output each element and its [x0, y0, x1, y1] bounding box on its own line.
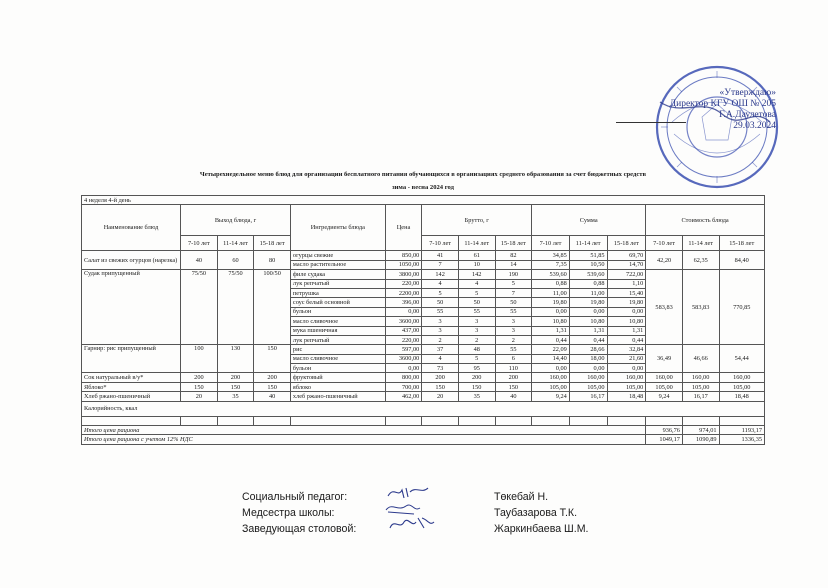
header-price: Цена: [385, 205, 422, 251]
ingredient-cell: бульон: [290, 307, 385, 316]
brutto-cell: 50: [495, 298, 532, 307]
sum-cell: 10,80: [607, 317, 646, 326]
price-cell: 220,00: [385, 279, 422, 288]
brutto-cell: 55: [422, 307, 459, 316]
price-cell: 437,00: [385, 326, 422, 335]
fish-dish-group: [82, 270, 765, 345]
sum-cell: 1,10: [607, 279, 646, 288]
sum-cell: 21,60: [607, 354, 646, 363]
header-sum-age3: 15-18 лет: [607, 236, 646, 251]
table-row: [82, 373, 765, 382]
sum-cell: 18,48: [607, 392, 646, 401]
brutto-cell: 3: [458, 326, 495, 335]
brutto-cell: 50: [458, 298, 495, 307]
cost-cell: 54,44: [719, 345, 765, 373]
brutto-cell: 150: [495, 382, 532, 391]
sum-cell: 19,80: [607, 298, 646, 307]
brutto-cell: 73: [422, 364, 459, 373]
approval-date: 29.03.2024: [733, 121, 776, 131]
sum-cell: 0,44: [607, 335, 646, 344]
output-cell: 100/50: [254, 270, 291, 345]
calories-row: [82, 401, 765, 416]
brutto-cell: 41: [422, 251, 459, 260]
cost-cell: 105,00: [719, 382, 765, 391]
ingredient-cell: масло растительное: [290, 260, 385, 269]
brutto-cell: 190: [495, 270, 532, 279]
cost-cell: 18,48: [719, 392, 765, 401]
sum-cell: 0,00: [569, 307, 607, 316]
output-cell: 200: [217, 373, 254, 382]
sum-cell: 105,00: [569, 382, 607, 391]
sum-cell: 51,85: [569, 251, 607, 260]
price-cell: 850,00: [385, 251, 422, 260]
output-cell: 150: [217, 382, 254, 391]
sum-cell: 16,17: [569, 392, 607, 401]
sum-cell: 539,60: [569, 270, 607, 279]
ingredient-cell: рис: [290, 345, 385, 354]
blank-row: [82, 416, 765, 425]
output-cell: 130: [217, 345, 254, 373]
header-brutto-age1: 7-10 лет: [422, 236, 459, 251]
cost-cell: 160,00: [719, 373, 765, 382]
table-row: [82, 345, 765, 354]
header-cost-age1: 7-10 лет: [646, 236, 683, 251]
sum-cell: 0,88: [569, 279, 607, 288]
brutto-cell: 3: [495, 326, 532, 335]
sum-cell: 69,70: [607, 251, 646, 260]
approval-block: [670, 88, 776, 132]
price-cell: 220,00: [385, 335, 422, 344]
ingredient-cell: соус белый основной: [290, 298, 385, 307]
sum-cell: 10,80: [532, 317, 570, 326]
brutto-cell: 2: [458, 335, 495, 344]
sum-cell: 0,44: [532, 335, 570, 344]
price-cell: 2200,00: [385, 288, 422, 297]
brutto-cell: 55: [495, 345, 532, 354]
price-cell: 800,00: [385, 373, 422, 382]
brutto-cell: 5: [458, 354, 495, 363]
sum-cell: 28,66: [569, 345, 607, 354]
brutto-cell: 200: [458, 373, 495, 382]
brutto-cell: 7: [422, 260, 459, 269]
brutto-cell: 95: [458, 364, 495, 373]
brutto-cell: 110: [495, 364, 532, 373]
brutto-cell: 35: [458, 392, 495, 401]
header-sum: Сумма: [532, 205, 646, 236]
cost-cell: 160,00: [646, 373, 683, 382]
sum-cell: 11,00: [569, 288, 607, 297]
output-cell: 40: [254, 392, 291, 401]
brutto-cell: 142: [458, 270, 495, 279]
header-brutto: Брутто, г: [422, 205, 532, 236]
sum-cell: 1,31: [532, 326, 570, 335]
cost-cell: 62,35: [682, 251, 719, 270]
sum-cell: 539,60: [532, 270, 570, 279]
price-cell: 0,00: [385, 307, 422, 316]
cost-cell: 160,00: [682, 373, 719, 382]
price-cell: 3600,00: [385, 354, 422, 363]
header-cost: Стоимость блюда: [646, 205, 765, 236]
approval-position: Директор КГУ ОШ № 205: [669, 99, 776, 109]
price-cell: 3800,00: [385, 270, 422, 279]
header-output-age1: 7-10 лет: [181, 236, 218, 251]
output-cell: 150: [254, 345, 291, 373]
sum-cell: 105,00: [532, 382, 570, 391]
brutto-cell: 55: [495, 307, 532, 316]
price-cell: 396,00: [385, 298, 422, 307]
brutto-cell: 4: [422, 279, 459, 288]
output-cell: 100: [181, 345, 218, 373]
brutto-cell: 61: [458, 251, 495, 260]
sum-cell: 9,24: [532, 392, 570, 401]
sum-cell: 1,31: [607, 326, 646, 335]
brutto-cell: 3: [458, 317, 495, 326]
cost-cell: 9,24: [646, 392, 683, 401]
price-cell: 700,00: [385, 382, 422, 391]
cost-cell: 42,20: [646, 251, 683, 270]
brutto-cell: 200: [422, 373, 459, 382]
calories-label: Калорийность, ккал: [82, 401, 765, 416]
brutto-cell: 14: [495, 260, 532, 269]
cost-cell: 105,00: [682, 382, 719, 391]
document-heading: [82, 168, 764, 194]
brutto-cell: 3: [495, 317, 532, 326]
sum-cell: 0,00: [607, 307, 646, 316]
sum-cell: 0,88: [532, 279, 570, 288]
header-sum-age2: 11-14 лет: [569, 236, 607, 251]
ingredient-cell: бульон: [290, 364, 385, 373]
ingredient-cell: петрушка: [290, 288, 385, 297]
sum-cell: 19,80: [569, 298, 607, 307]
price-cell: 3600,00: [385, 317, 422, 326]
cost-cell: 583,83: [682, 270, 719, 345]
brutto-cell: 40: [495, 392, 532, 401]
brutto-cell: 48: [458, 345, 495, 354]
brutto-cell: 10: [458, 260, 495, 269]
price-cell: 0,00: [385, 364, 422, 373]
header-sum-age1: 7-10 лет: [532, 236, 570, 251]
dish-name: Сок натуральный в/у*: [82, 373, 181, 382]
ingredient-cell: фруктовый: [290, 373, 385, 382]
total-vat-cell: 1336,35: [719, 435, 765, 444]
sum-cell: 10,50: [569, 260, 607, 269]
ingredient-cell: огурцы свежие: [290, 251, 385, 260]
sum-cell: 7,35: [532, 260, 570, 269]
header-output: Выход блюда, г: [181, 205, 291, 236]
sum-cell: 15,40: [607, 288, 646, 297]
brutto-cell: 6: [495, 354, 532, 363]
brutto-cell: 150: [422, 382, 459, 391]
signature-name: Таубазарова Т.К.: [494, 507, 578, 519]
sum-cell: 0,00: [532, 307, 570, 316]
signature-role: Медсестра школы:: [242, 507, 335, 519]
cost-cell: 583,83: [646, 270, 683, 345]
brutto-cell: 7: [495, 288, 532, 297]
handwritten-signatures: [384, 484, 436, 540]
brutto-cell: 5: [495, 279, 532, 288]
brutto-cell: 142: [422, 270, 459, 279]
ingredient-cell: лук репчатый: [290, 279, 385, 288]
sum-cell: 0,00: [532, 364, 570, 373]
sum-cell: 0,44: [569, 335, 607, 344]
period-label: 4 неделя 4-й день: [82, 196, 765, 205]
output-cell: 200: [181, 373, 218, 382]
table-row: [82, 251, 765, 260]
header-output-age2: 11-14 лет: [217, 236, 254, 251]
header-ingredients: Ингредиенты блюда: [290, 205, 385, 251]
output-cell: 200: [254, 373, 291, 382]
sum-cell: 14,70: [607, 260, 646, 269]
document-title: Четырехнедельное меню блюд для организации бесплатного питания обучающихся в организациях среднего образования за счет бюджетных средств: [199, 171, 647, 178]
header-output-age3: 15-18 лет: [254, 236, 291, 251]
dish-name: Салат из свежих огурцов (нарезка): [82, 251, 181, 270]
table-row: [82, 270, 765, 279]
table-row: [82, 382, 765, 391]
total-row: [82, 426, 765, 435]
brutto-cell: 2: [422, 335, 459, 344]
total-vat-cell: 1090,89: [682, 435, 719, 444]
cost-cell: 16,17: [682, 392, 719, 401]
ingredient-cell: масло сливочное: [290, 317, 385, 326]
document-subtitle: зима - весна 2024 год: [391, 184, 455, 191]
cost-cell: 46,66: [682, 345, 719, 373]
output-cell: 20: [181, 392, 218, 401]
cost-cell: 36,49: [646, 345, 683, 373]
brutto-cell: 5: [458, 288, 495, 297]
dish-name: Яблоко*: [82, 382, 181, 391]
sum-cell: 34,85: [532, 251, 570, 260]
sum-cell: 32,84: [607, 345, 646, 354]
ingredient-cell: масло сливочное: [290, 354, 385, 363]
brutto-cell: 150: [458, 382, 495, 391]
brutto-cell: 82: [495, 251, 532, 260]
sum-cell: 0,00: [569, 364, 607, 373]
output-cell: 80: [254, 251, 291, 270]
sum-cell: 160,00: [532, 373, 570, 382]
header-cost-age3: 15-18 лет: [719, 236, 765, 251]
sum-cell: 19,80: [532, 298, 570, 307]
brutto-cell: 4: [422, 354, 459, 363]
sum-cell: 22,09: [532, 345, 570, 354]
header-cost-age2: 11-14 лет: [682, 236, 719, 251]
sum-cell: 10,80: [569, 317, 607, 326]
sum-cell: 105,00: [607, 382, 646, 391]
rice-dish-group: [82, 345, 765, 373]
table-row: [82, 392, 765, 401]
approval-name: Г.А.Даулетова: [719, 110, 776, 120]
signature-name: Төкебай Н.: [494, 491, 549, 503]
approval-title: «Утверждаю»: [719, 88, 776, 98]
ingredient-cell: лук репчатый: [290, 335, 385, 344]
brutto-cell: 50: [422, 298, 459, 307]
sum-cell: 160,00: [569, 373, 607, 382]
sum-cell: 1,31: [569, 326, 607, 335]
output-cell: 75/50: [181, 270, 218, 345]
total-cell: 1193,17: [719, 426, 765, 435]
brutto-cell: 5: [422, 288, 459, 297]
cost-cell: 105,00: [646, 382, 683, 391]
ingredient-cell: мука пшеничная: [290, 326, 385, 335]
ingredient-cell: хлеб ржано-пшеничный: [290, 392, 385, 401]
output-cell: 60: [217, 251, 254, 270]
total-vat-cell: 1049,17: [646, 435, 683, 444]
total-cell: 974,01: [682, 426, 719, 435]
sum-cell: 18,00: [569, 354, 607, 363]
header-brutto-age2: 11-14 лет: [458, 236, 495, 251]
cost-cell: 84,40: [719, 251, 765, 270]
output-cell: 40: [181, 251, 218, 270]
dish-name: Хлеб ржано-пшеничный: [82, 392, 181, 401]
price-cell: 1050,00: [385, 260, 422, 269]
brutto-cell: 3: [422, 317, 459, 326]
header-dish: Наименование блюд: [82, 205, 181, 251]
sum-cell: 722,00: [607, 270, 646, 279]
signature-role: Заведующая столовой:: [242, 523, 357, 535]
sum-cell: 0,00: [607, 364, 646, 373]
total-vat-label: Итого цена рациона с учетом 12% НДС: [82, 435, 646, 444]
brutto-cell: 4: [458, 279, 495, 288]
sum-cell: 11,00: [532, 288, 570, 297]
price-cell: 462,00: [385, 392, 422, 401]
brutto-cell: 200: [495, 373, 532, 382]
signature-name: Жаркинбаева Ш.М.: [494, 523, 589, 535]
brutto-cell: 3: [422, 326, 459, 335]
ingredient-cell: яблоко: [290, 382, 385, 391]
total-vat-row: [82, 435, 765, 444]
output-cell: 75/50: [217, 270, 254, 345]
dish-name: Гарнир: рис припущенный: [82, 345, 181, 373]
signature-role: Социальный педагог:: [242, 491, 348, 503]
brutto-cell: 37: [422, 345, 459, 354]
menu-table: [81, 195, 765, 445]
brutto-cell: 20: [422, 392, 459, 401]
ingredient-cell: филе судака: [290, 270, 385, 279]
cost-cell: 770,85: [719, 270, 765, 345]
total-label: Итого цена рациона: [82, 426, 646, 435]
dish-name: Судак припущенный: [82, 270, 181, 345]
output-cell: 35: [217, 392, 254, 401]
output-cell: 150: [181, 382, 218, 391]
price-cell: 597,00: [385, 345, 422, 354]
sum-cell: 14,40: [532, 354, 570, 363]
sum-cell: 160,00: [607, 373, 646, 382]
header-brutto-age3: 15-18 лет: [495, 236, 532, 251]
brutto-cell: 2: [495, 335, 532, 344]
brutto-cell: 55: [458, 307, 495, 316]
total-cell: 936,76: [646, 426, 683, 435]
output-cell: 150: [254, 382, 291, 391]
